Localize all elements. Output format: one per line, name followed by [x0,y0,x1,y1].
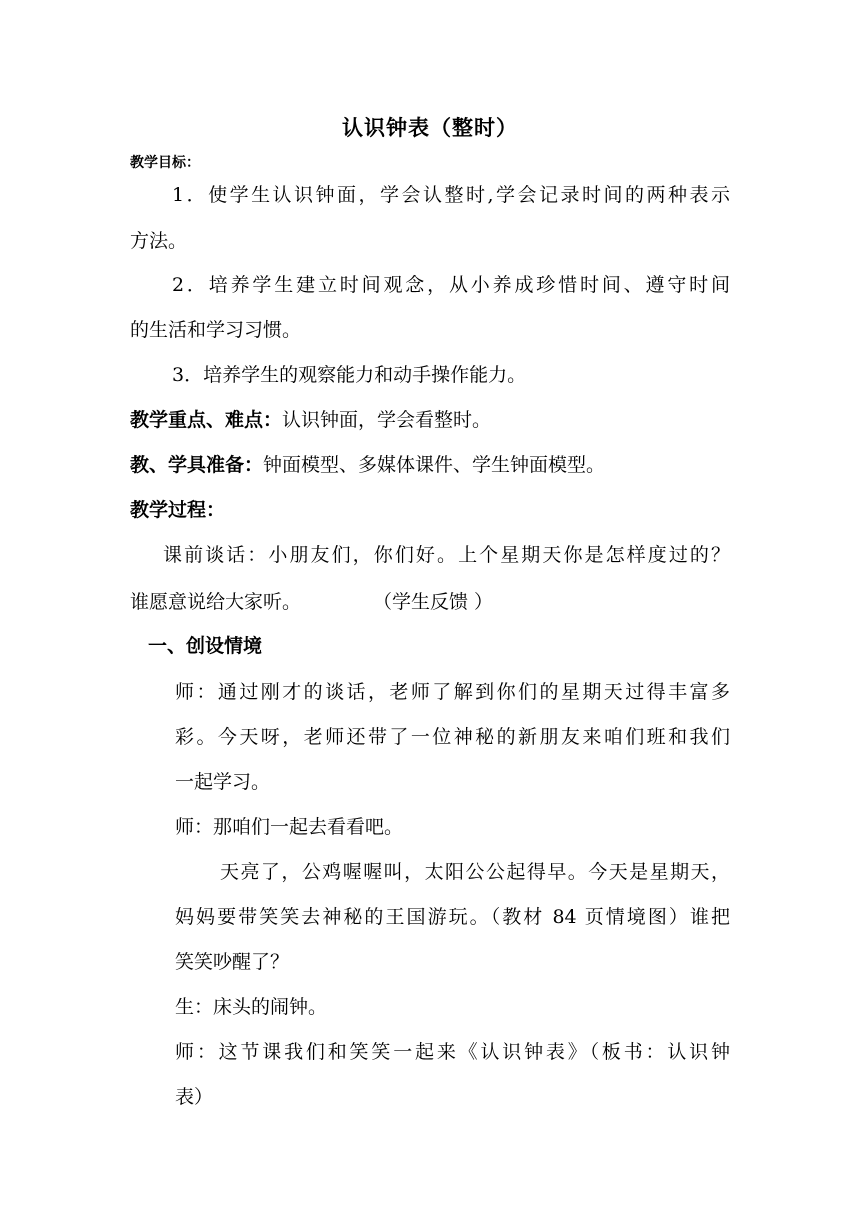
story-line-3: 笑笑吵醒了？ [175,951,290,973]
section-1-heading: 一、创设情境 [148,635,263,657]
talk-feedback: （学生反馈 ） [373,591,494,613]
teacher-3-line-1: 师：这节课我们和笑笑一起来《认识钟表》（板书：认识钟 [175,1041,730,1063]
teacher-1-line-2: 彩。今天呀，老师还带了一位神秘的新朋友来咱们班和我们 [175,726,730,748]
focus-label: 教学重点、难点： [130,409,283,431]
focus-row [130,408,491,432]
talk-line-1-wrap [163,543,730,567]
talk-line-2: 谁愿意说给大家听。 [130,591,302,613]
teacher-1-line-1-wrap [175,680,730,704]
goals-label: 教学目标： [130,155,200,171]
tools-label: 教、学具准备： [130,454,264,476]
teacher-1-line-1: 师：通过刚才的谈话，老师了解到你们的星期天过得丰富多 [175,681,730,703]
story-line-2: 妈妈要带笑笑去神秘的王国游玩。（教材 84 页情境图）谁把 [175,906,730,928]
tools-text: 钟面模型、多媒体课件、学生钟面模型。 [263,454,606,476]
goal-1-line-1: 1．使学生认识钟面，学会认整时,学会记录时间的两种表示 [172,184,730,206]
student-1: 生：床头的闹钟。 [175,996,328,1018]
goal-1-line-1-wrap [172,183,730,207]
goal-3: 3．培养学生的观察能力和动手操作能力。 [172,364,527,386]
teacher-3-line-1-wrap [175,1040,730,1064]
story-line-1-wrap [220,860,730,884]
teacher-1-line-2-wrap [175,725,730,749]
talk-line-1: 课前谈话：小朋友们，你们好。上个星期天你是怎样度过的？ [163,544,730,566]
story-line-1: 天亮了，公鸡喔喔叫，太阳公公起得早。今天是星期天， [220,861,730,883]
goal-2-line-1: 2．培养学生建立时间观念，从小养成珍惜时间、遵守时间 [172,274,730,296]
document-title: 认识钟表（整时） [342,116,518,140]
goal-2-line-1-wrap [172,273,730,297]
talk-line-2-row [130,590,493,614]
tools-row [130,453,605,477]
goal-1-line-2: 方法。 [130,230,188,252]
teacher-3-line-2: 表） [175,1086,214,1108]
story-line-2-wrap [175,905,730,929]
focus-text: 认识钟面，学会看整时。 [282,409,492,431]
teacher-2: 师：那咱们一起去看看吧。 [175,816,404,838]
process-label: 教学过程： [130,499,226,521]
goal-2-line-2: 的生活和学习习惯。 [130,319,302,341]
teacher-1-line-3: 一起学习。 [175,771,271,793]
